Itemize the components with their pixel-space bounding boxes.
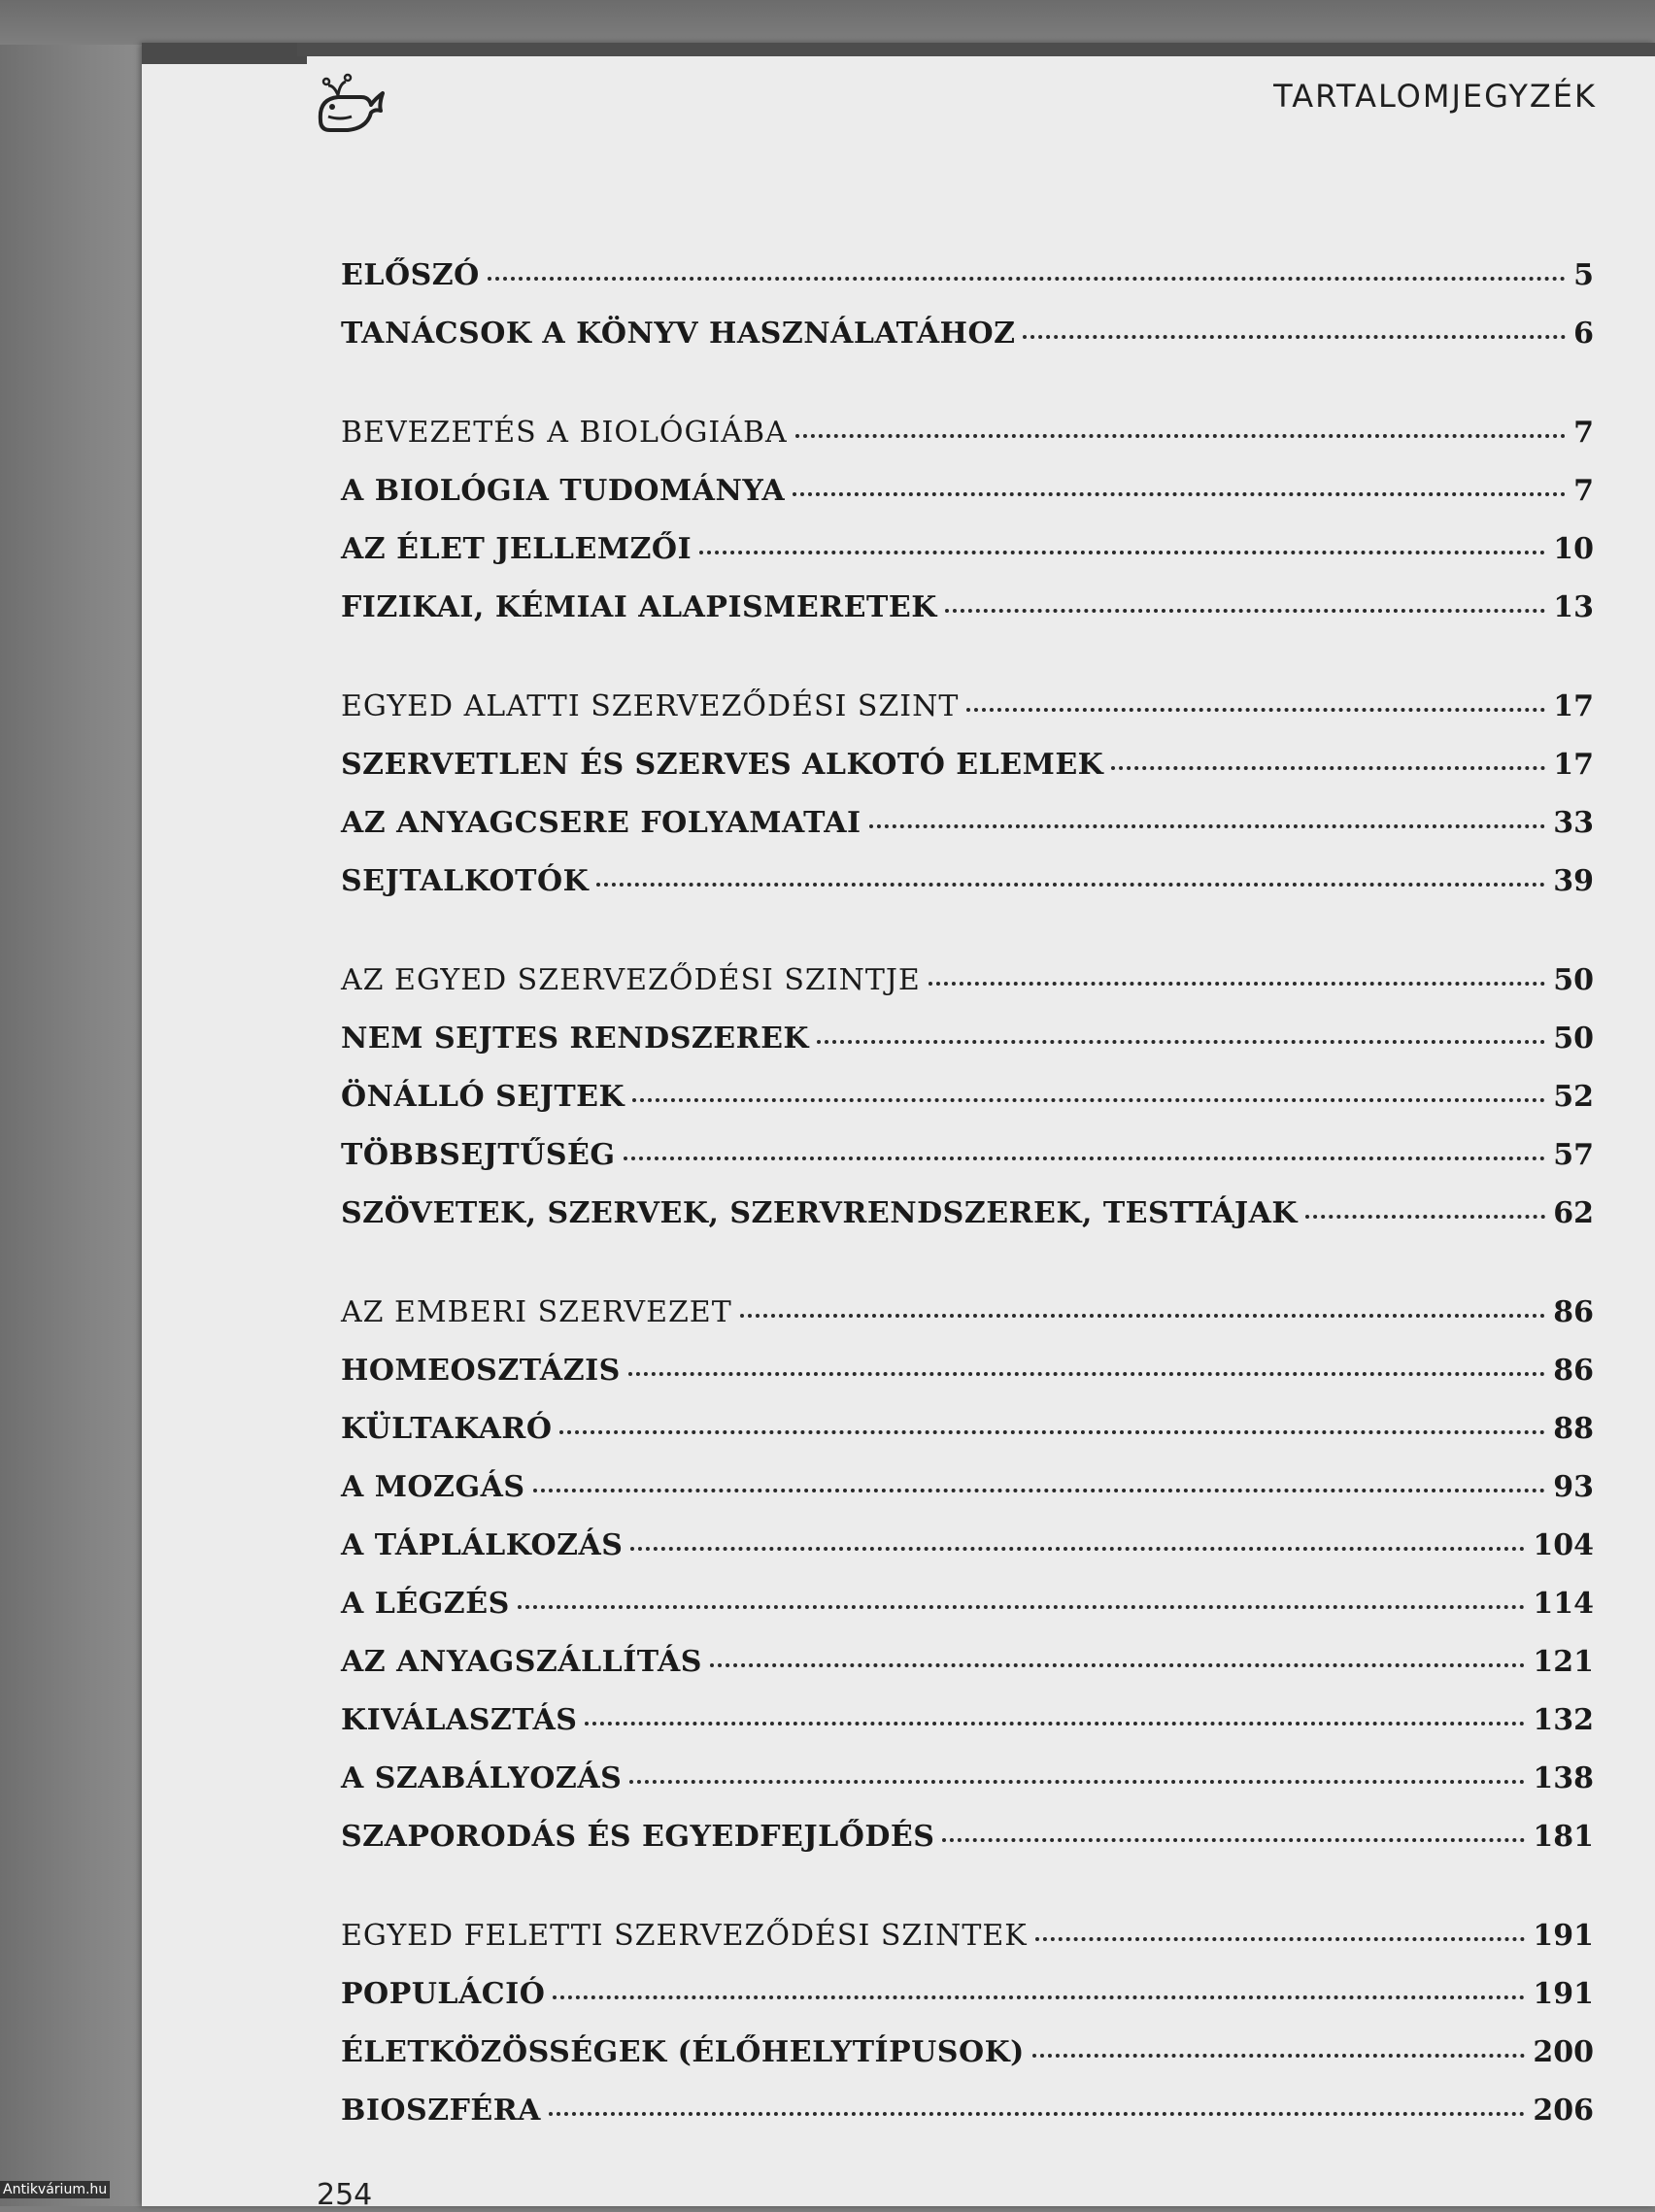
toc-heading-entry xyxy=(341,963,1594,1022)
toc-entry-page: 17 xyxy=(1553,748,1594,782)
toc-entry-title: A LÉGZÉS xyxy=(341,1587,510,1621)
toc-entry-page: 10 xyxy=(1553,532,1594,566)
toc-heading-entry xyxy=(341,416,1594,474)
dot-leader xyxy=(624,1153,1546,1160)
toc-entry-page: 6 xyxy=(1573,317,1594,351)
toc-entry-title: SZAPORODÁS ÉS EGYEDFEJLŐDÉS xyxy=(341,1820,935,1854)
toc-entry-title: HOMEOSZTÁZIS xyxy=(341,1354,621,1388)
toc-entry-page: 39 xyxy=(1553,864,1594,898)
dot-leader xyxy=(596,879,1545,887)
section-gap xyxy=(341,922,1594,963)
section-gap xyxy=(341,1255,1594,1295)
toc-entry-page: 33 xyxy=(1553,806,1594,840)
toc-entry xyxy=(341,1470,1594,1528)
toc-entry-page: 191 xyxy=(1533,1919,1594,1953)
toc-entry-page: 138 xyxy=(1533,1761,1594,1795)
dot-leader xyxy=(929,978,1545,986)
dot-leader xyxy=(869,821,1546,828)
toc-entry xyxy=(341,1528,1594,1587)
toc-entry xyxy=(341,590,1594,649)
toc-entry-page: 191 xyxy=(1533,1977,1594,2011)
toc-entry xyxy=(341,1022,1594,1080)
toc-entry xyxy=(341,1820,1594,1878)
toc-entry-page: 13 xyxy=(1553,590,1594,624)
toc-entry-page: 114 xyxy=(1533,1587,1594,1621)
toc-entry xyxy=(341,1977,1594,2035)
dot-leader xyxy=(945,605,1545,613)
dot-leader xyxy=(1111,762,1545,770)
header-band-top xyxy=(297,43,1655,56)
toc-entry-page: 121 xyxy=(1533,1645,1594,1679)
toc-section xyxy=(341,416,1594,649)
toc-entry-title: BEVEZETÉS A BIOLÓGIÁBA xyxy=(341,416,788,450)
toc-section xyxy=(341,258,1594,375)
dot-leader xyxy=(629,1776,1525,1784)
toc-entry-title: A BIOLÓGIA TUDOMÁNYA xyxy=(341,474,786,508)
dot-leader xyxy=(1035,1933,1526,1941)
toc-entry-title: A SZABÁLYOZÁS xyxy=(341,1761,623,1795)
toc-entry-page: 50 xyxy=(1553,1022,1594,1056)
section-gap xyxy=(341,375,1594,416)
toc-section xyxy=(341,963,1594,1255)
toc-entry xyxy=(341,2035,1594,2094)
toc-entry xyxy=(341,317,1594,375)
toc-entry-title: AZ ANYAGSZÁLLÍTÁS xyxy=(341,1645,702,1679)
dot-leader xyxy=(630,1543,1525,1551)
toc-entry-title: NEM SEJTES RENDSZEREK xyxy=(341,1022,810,1056)
toc-entry-title: TÖBBSEJTŰSÉG xyxy=(341,1138,616,1172)
toc-entry xyxy=(341,1761,1594,1820)
toc-entry xyxy=(341,1645,1594,1703)
toc-entry-page: 93 xyxy=(1553,1470,1594,1504)
toc-entry-title: AZ ÉLET JELLEMZŐI xyxy=(341,532,692,566)
toc-heading-entry xyxy=(341,1919,1594,1977)
toc-entry-title: SEJTALKOTÓK xyxy=(341,864,590,898)
dot-leader xyxy=(795,430,1566,438)
toc-entry xyxy=(341,2094,1594,2152)
page-header-title: TARTALOMJEGYZÉK xyxy=(1273,78,1597,115)
dot-leader xyxy=(817,1036,1545,1044)
toc-entry-page: 7 xyxy=(1573,474,1594,508)
toc-entry-title: A TÁPLÁLKOZÁS xyxy=(341,1528,624,1562)
toc-entry-page: 62 xyxy=(1553,1196,1594,1230)
toc-entry-page: 52 xyxy=(1553,1080,1594,1114)
dot-leader xyxy=(549,2108,1525,2116)
toc-entry-page: 86 xyxy=(1553,1295,1594,1329)
toc-heading-entry xyxy=(341,1295,1594,1354)
toc-entry xyxy=(341,806,1594,864)
toc-section xyxy=(341,1295,1594,1878)
section-gap xyxy=(341,649,1594,689)
toc-entry-page: 88 xyxy=(1553,1412,1594,1446)
toc-entry-title: AZ ANYAGCSERE FOLYAMATAI xyxy=(341,806,861,840)
toc-entry-title: FIZIKAI, KÉMIAI ALAPISMERETEK xyxy=(341,590,937,624)
toc-entry-title: AZ EMBERI SZERVEZET xyxy=(341,1295,732,1329)
header-band xyxy=(142,43,307,64)
toc-entry xyxy=(341,1080,1594,1138)
dot-leader xyxy=(632,1094,1545,1102)
toc-entry xyxy=(341,864,1594,922)
toc-entry xyxy=(341,748,1594,806)
toc-entry-title: BIOSZFÉRA xyxy=(341,2094,541,2128)
dot-leader xyxy=(966,704,1545,712)
dot-leader xyxy=(518,1601,1526,1609)
toc-entry-title: ÖNÁLLÓ SEJTEK xyxy=(341,1080,625,1114)
dot-leader xyxy=(585,1718,1525,1726)
toc-entry-page: 7 xyxy=(1573,416,1594,450)
toc-entry xyxy=(341,1587,1594,1645)
toc-entry-title: EGYED FELETTI SZERVEZŐDÉSI SZINTEK xyxy=(341,1919,1028,1953)
toc-entry-title: POPULÁCIÓ xyxy=(341,1977,546,2011)
toc-entry-page: 104 xyxy=(1533,1528,1594,1562)
dot-leader xyxy=(553,1992,1525,1999)
toc-entry-page: 86 xyxy=(1553,1354,1594,1388)
toc-entry xyxy=(341,1196,1594,1255)
dot-leader xyxy=(628,1368,1545,1376)
toc-entry-page: 132 xyxy=(1533,1703,1594,1737)
toc-entry-title: KIVÁLASZTÁS xyxy=(341,1703,578,1737)
book-page xyxy=(142,43,1655,2212)
section-gap xyxy=(341,1878,1594,1919)
dot-leader xyxy=(699,547,1545,554)
toc-entry-title: AZ EGYED SZERVEZŐDÉSI SZINTJE xyxy=(341,963,921,997)
background-top xyxy=(0,0,1655,45)
toc-heading-entry xyxy=(341,689,1594,748)
table-of-contents xyxy=(341,258,1594,2152)
dot-leader xyxy=(710,1659,1525,1667)
toc-entry xyxy=(341,532,1594,590)
toc-entry-page: 200 xyxy=(1533,2035,1594,2069)
dot-leader xyxy=(793,488,1566,496)
toc-entry-page: 50 xyxy=(1553,963,1594,997)
dot-leader xyxy=(740,1310,1546,1318)
toc-entry xyxy=(341,1703,1594,1761)
dot-leader xyxy=(533,1485,1546,1492)
toc-entry-page: 17 xyxy=(1553,689,1594,723)
background-left xyxy=(0,0,146,2206)
toc-entry xyxy=(341,474,1594,532)
dot-leader xyxy=(942,1834,1525,1842)
toc-entry-title: EGYED ALATTI SZERVEZŐDÉSI SZINT xyxy=(341,689,960,723)
toc-entry-title: SZÖVETEK, SZERVEK, SZERVRENDSZEREK, TESTTÁJAK xyxy=(341,1196,1298,1230)
toc-entry-title: SZERVETLEN ÉS SZERVES ALKOTÓ ELEMEK xyxy=(341,748,1104,782)
dot-leader xyxy=(559,1426,1545,1434)
dot-leader xyxy=(1305,1211,1545,1219)
toc-entry-title: ÉLETKÖZÖSSÉGEK (ÉLŐHELYTÍPUSOK) xyxy=(341,2035,1025,2069)
toc-entry-page: 5 xyxy=(1573,258,1594,292)
toc-entry xyxy=(341,1138,1594,1196)
whale-icon xyxy=(307,60,394,148)
toc-entry xyxy=(341,258,1594,317)
dot-leader xyxy=(1032,2050,1526,2058)
toc-section xyxy=(341,1919,1594,2152)
toc-entry xyxy=(341,1354,1594,1412)
dot-leader xyxy=(1023,331,1566,339)
toc-entry-title: A MOZGÁS xyxy=(341,1470,525,1504)
toc-entry xyxy=(341,1412,1594,1470)
watermark: Antikvárium.hu xyxy=(0,2181,110,2198)
toc-entry-title: ELŐSZÓ xyxy=(341,258,480,292)
dot-leader xyxy=(488,273,1566,281)
page-number: 254 xyxy=(317,2178,373,2212)
toc-entry-page: 57 xyxy=(1553,1138,1594,1172)
toc-entry-title: KÜLTAKARÓ xyxy=(341,1412,553,1446)
toc-entry-page: 206 xyxy=(1533,2094,1594,2128)
toc-entry-title: TANÁCSOK A KÖNYV HASZNÁLATÁHOZ xyxy=(341,317,1016,351)
toc-section xyxy=(341,689,1594,922)
toc-entry-page: 181 xyxy=(1533,1820,1594,1854)
